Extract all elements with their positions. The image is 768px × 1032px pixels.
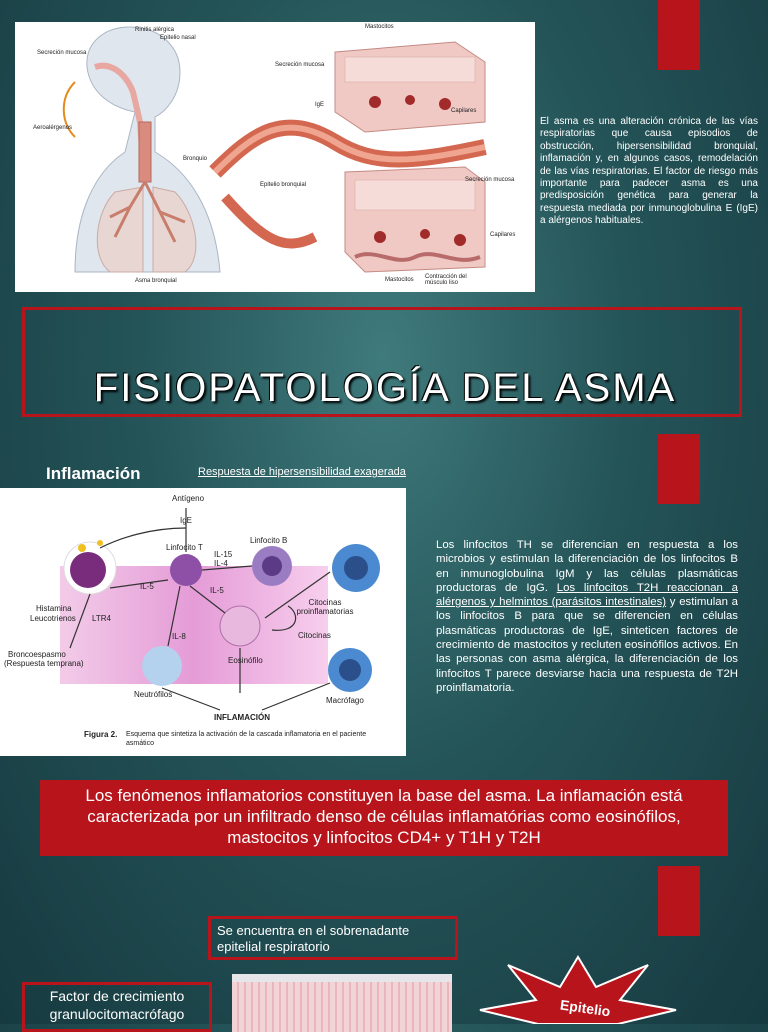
label-epitelio-bronquial: Epitelio bronquial bbox=[260, 182, 307, 188]
label-capilares-bottom: Capilares bbox=[490, 232, 516, 238]
gm-csf-box: Factor de crecimiento granulocitomacrófago bbox=[22, 982, 212, 1032]
page-title: FISIOPATOLOGÍA DEL ASMA bbox=[93, 366, 677, 410]
label-aeroalergenos: Aeroalérgenos bbox=[33, 125, 73, 131]
label-inflamacion: INFLAMACIÓN bbox=[214, 713, 270, 722]
label-epitelio-nasal: Epitelio nasal bbox=[160, 35, 196, 41]
red-accent-tab-1 bbox=[658, 0, 700, 70]
asthma-anatomy-figure bbox=[15, 22, 535, 292]
linfocitos-text-2: y estimulan a los linfocitos B para que se diferencien en células plasmáticas productoras de IgE, sinteticen factores de crecimiento de mastocitos y recluten eosinófilos activos. En las personas con asma alérgica, la diferenciación de los linfocitos T parece desviarse hacia una respuesta de T2H proinflamatoria. bbox=[436, 596, 738, 694]
label-broncoespasmo: Broncoespasmo bbox=[8, 650, 66, 659]
sobrenadante-box: Se encuentra en el sobrenadante epitelial respiratorio bbox=[208, 916, 458, 960]
label-bronquio: Bronquio bbox=[183, 156, 208, 162]
hypersensitivity-link[interactable]: Respuesta de hipersensibilidad exagerada bbox=[198, 466, 406, 478]
starburst-label: Epitelio bbox=[559, 996, 612, 1020]
label-ltr4: LTR4 bbox=[92, 614, 111, 623]
figure-caption: Esquema que sintetiza la activación de la cascada inflamatoria en el paciente asmático bbox=[126, 731, 367, 747]
label-leucotrienos: Leucotrienos bbox=[30, 614, 76, 623]
linfocitos-text-1: Los linfocitos TH se diferencian en respuesta a los microbios y estimulan la diferenciación de los linfocitos B en inmunoglobulina IgM y las células plasmáticas productoras de IgG. bbox=[436, 539, 738, 594]
label-neutrofilos: Neutrófilos bbox=[134, 690, 173, 699]
label-il8: IL-8 bbox=[172, 632, 186, 641]
label-histamina: Histamina bbox=[36, 604, 72, 613]
label-asma-bronquial: Asma bronquial bbox=[135, 278, 177, 284]
label-mastocitos-bottom: Mastocitos bbox=[385, 277, 414, 283]
asma-definition-paragraph: El asma es una alteración crónica de las vías respiratorias que causa episodios de obstrucción, hipersensibilidad bronquial, inflamación y, en algunos casos, remodelación de las vías respiratorias. El factor de riesgo más importante para padecer asma es una predisposición genética para generar la respuesta mediada por inmunoglobulina E (IgE) a alérgenos habituales. bbox=[540, 116, 758, 227]
label-eosinofilo: Eosinófilo bbox=[228, 656, 263, 665]
label-citocinas-pro: Citocinas proinflamatorias bbox=[296, 598, 354, 616]
red-accent-tab-2 bbox=[658, 434, 700, 504]
section-heading: Inflamación bbox=[46, 464, 141, 483]
linfocitos-paragraph bbox=[436, 538, 738, 695]
inflammation-cascade-figure bbox=[0, 488, 406, 756]
label-macrofago: Macrófago bbox=[326, 696, 364, 705]
label-rinitis: Rinitis alérgica bbox=[135, 27, 175, 33]
label-antigeno: Antígeno bbox=[172, 494, 205, 503]
label-secrecion-mucosa-bottom: Secreción mucosa bbox=[465, 177, 515, 183]
title-frame bbox=[22, 307, 742, 417]
label-ige: IgE bbox=[315, 102, 325, 108]
label-mastocitos-top: Mastocitos bbox=[365, 24, 394, 30]
red-accent-tab-3 bbox=[658, 866, 700, 936]
label-il15: IL-15 bbox=[214, 550, 233, 559]
label-il5-a: IL-5 bbox=[140, 582, 154, 591]
label-il5-b: IL-5 bbox=[210, 586, 224, 595]
label-secrecion-mucosa-left: Secreción mucosa bbox=[37, 50, 87, 56]
label-contraccion: Contracción del músculo liso bbox=[425, 274, 467, 286]
label-secrecion-mucosa-top: Secreción mucosa bbox=[275, 62, 325, 68]
label-il4: IL-4 bbox=[214, 559, 228, 568]
label-ige: IgE bbox=[180, 516, 193, 525]
label-citocinas: Citocinas bbox=[298, 631, 331, 640]
label-respuesta-temprana: (Respuesta temprana) bbox=[4, 659, 84, 668]
inflammation-banner: Los fenómenos inflamatorios constituyen la base del asma. La inflamación está caracterizada por un infiltrado denso de células inflamatórias como eosinófilos, mastocitos y linfocitos CD4+ y T1H y T2H bbox=[40, 780, 728, 856]
label-capilares-top: Capilares bbox=[451, 108, 477, 114]
linfocitos-t2h-link[interactable]: Los linfocitos T2H reaccionan a alérgenos y helmintos (parásitos intestinales) bbox=[436, 581, 738, 609]
epithelium-image bbox=[232, 974, 452, 1032]
figure-caption-label: Figura 2. bbox=[84, 730, 118, 739]
label-linfocito-b: Linfocito B bbox=[250, 536, 288, 545]
label-linfocito-t: Linfocito T bbox=[166, 543, 203, 552]
